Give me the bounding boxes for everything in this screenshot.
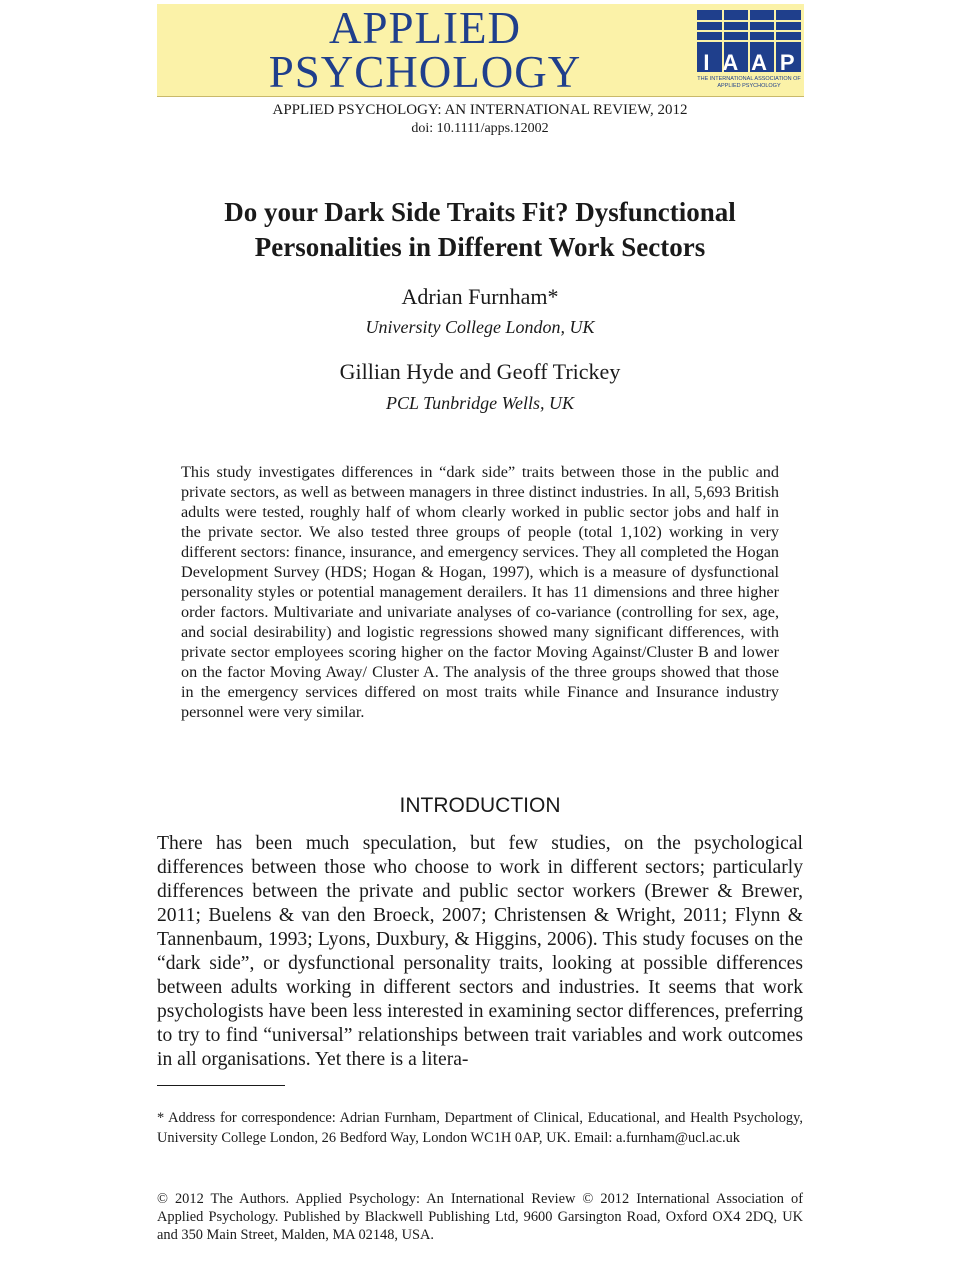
journal-name: APPLIED PSYCHOLOGY: [268, 3, 582, 97]
author-1: Adrian Furnham*: [401, 284, 559, 309]
introduction-text: There has been much speculation, but few studies, on the psychological differences between those who choose to work in different sectors; particularly differences between the private and public sector workers (Brewer & Brewer, 2011; Buelens & van den Broeck, 2007; Christensen & Wright, 2011; Flynn & Tannenbaum, 1993; Lyons, Duxbury, & Higgins, 2006). This study focuses on the “dark side”, or dysfunctional personality traits, looking at possible differences between adults working in different sectors and industries. It seems that work psychologists have been less interested in examining sector differences, preferring to try to find “universal” relationships between trait variables and work outcomes in all organisations. Yet there is a litera-: [157, 833, 803, 1070]
logo-caption: THE INTERNATIONAL ASSOCIATION OF APPLIED PSYCHOLOGY: [697, 76, 801, 89]
logo-letter: P: [779, 50, 795, 75]
affiliation-2: PCL Tunbridge Wells, UK: [385, 393, 575, 413]
journal-citation: APPLIED PSYCHOLOGY: AN INTERNATIONAL REVIEW, 2012: [272, 102, 688, 118]
affiliation-1: University College London, UK: [365, 317, 595, 337]
section-heading: INTRODUCTION: [399, 794, 561, 817]
footnote-divider: [157, 1085, 285, 1086]
copyright-notice: © 2012 The Authors. Applied Psychology: An International Review © 2012 International Association of Applied Psychology. Published by Blackwell Publishing Ltd, 9600 Garsington Road, Oxford OX4 2DQ, UK and 350 Main Street, Malden, MA 02148, USA.: [157, 1191, 803, 1243]
paper-title: Do your Dark Side Traits Fit? Dysfunctional Personalities in Different Work Sectors: [224, 197, 736, 262]
logo-letter: A: [722, 50, 739, 75]
doi: doi: 10.1111/apps.12002: [411, 121, 549, 136]
iaap-logo: [697, 10, 801, 94]
author-2: Gillian Hyde and Geoff Trickey: [339, 359, 621, 384]
footnote: * Address for correspondence: Adrian Furnham, Department of Clinical, Educational, and Health Psychology, University College London, 26 Bedford Way, London WC1H 0AP, UK. Email: a.furnham@ucl.ac.uk: [157, 1110, 803, 1146]
abstract: This study investigates differences in “dark side” traits between those in the public and private sectors, as well as between managers in three distinct industries. In all, 5,693 British adults were tested, roughly half of whom clearly worked in public sector jobs and half in the private sector. We also tested three groups of people (total 1,102) working in very different sectors: finance, insurance, and emergency services. They all completed the Hogan Development Survey (HDS; Hogan & Hogan, 1997), which is a measure of dysfunctional personality styles or potential management derailers. It has 11 dimensions and three higher order factors. Multivariate and univariate analyses of co-variance (controlling for sex, age, and social desirability) and logistic regressions showed many significant differences, with private sector employees scoring higher on the factor Moving Against/Cluster B and lower on the factor Moving Away/ Cluster A. The analysis of the three groups showed that those in the emergency services differed on most traits while Finance and Insurance industry personnel were very similar.: [181, 463, 779, 721]
logo-letter: I: [703, 50, 710, 75]
logo-letter: A: [751, 50, 768, 75]
journal-banner: [157, 4, 804, 97]
